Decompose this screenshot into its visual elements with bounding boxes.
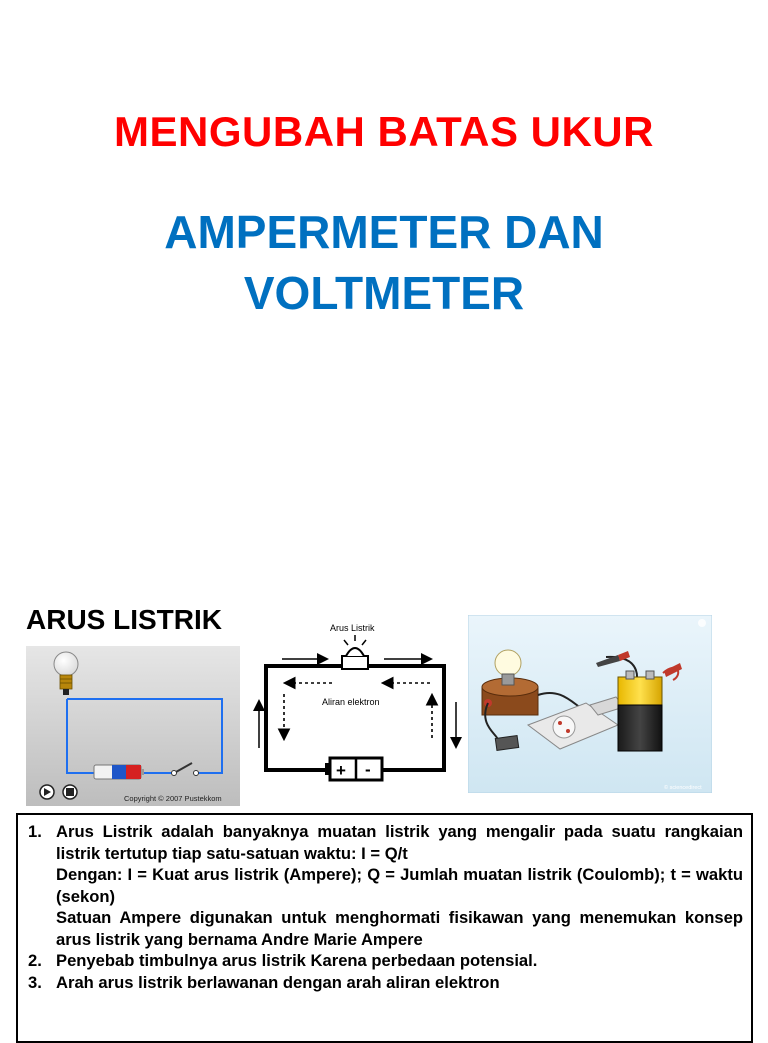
list-item: 1. Arus Listrik adalah banyaknya muatan listrik yang mengalir pada suatu rangkaian listrik tertutup tiap satu-satuan waktu: I = Q/t Dengan: I = Kuat arus listrik (Ampere); Q = Jumlah muatan listrik (Coulomb); t = waktu (sekon) Satuan Ampere digunakan untuk menghormati fisikawan yang menemukan konsep arus listrik yang bernama Andre Marie Ampere <box>28 822 743 949</box>
points-list <box>26 821 743 993</box>
slide-title: MENGUBAH BATAS UKUR <box>114 108 654 155</box>
slide-subtitle-line2: VOLTMETER <box>243 267 525 319</box>
play-icon[interactable] <box>40 785 54 799</box>
list-item: 3. Arah arus listrik berlawanan dengan arah aliran elektron <box>26 972 743 994</box>
explanation-box <box>16 813 753 1043</box>
lamp-icon <box>342 635 368 669</box>
section-heading: ARUS LISTRIK <box>26 604 222 635</box>
slide-subtitle-line1: AMPERMETER DAN <box>164 206 604 258</box>
point-1-variables: Dengan: I = Kuat arus listrik (Ampere); Q = Jumlah muatan listrik (Coulomb); t = waktu (sekon) <box>56 865 743 906</box>
svg-text:+: + <box>336 761 346 780</box>
copyright-text: Copyright © 2007 Pustekkom <box>124 794 222 803</box>
battery-bulb-illustration <box>468 615 712 793</box>
battery-icon <box>94 765 144 779</box>
point-1-definition: Arus Listrik adalah banyaknya muatan listrik yang mengalir pada suatu rangkaian listrik tertutup tiap satu-satuan waktu: I = Q/t <box>56 822 743 863</box>
point-1-ampere-note: Satuan Ampere digunakan untuk menghormati fisikawan yang menemukan konsep arus listrik yang bernama Andre Marie Ampere <box>56 908 743 949</box>
battery-symbol <box>325 758 382 780</box>
image-watermark: © sciencedirect <box>664 785 702 791</box>
circuit-simulation-image <box>26 646 240 806</box>
current-label: Arus Listrik <box>330 623 375 633</box>
point-2-text: Penyebab timbulnya arus listrik Karena perbedaan potensial. <box>56 951 538 970</box>
battery-icon <box>618 671 662 751</box>
current-flow-diagram <box>252 618 464 788</box>
stop-icon[interactable] <box>63 785 77 799</box>
svg-text:-: - <box>365 760 371 779</box>
electron-flow-label: Aliran elektron <box>322 697 380 707</box>
point-3-text: Arah arus listrik berlawanan dengan arah aliran elektron <box>56 972 500 992</box>
list-item: 2. Penyebab timbulnya arus listrik Karena perbedaan potensial. <box>26 950 743 972</box>
